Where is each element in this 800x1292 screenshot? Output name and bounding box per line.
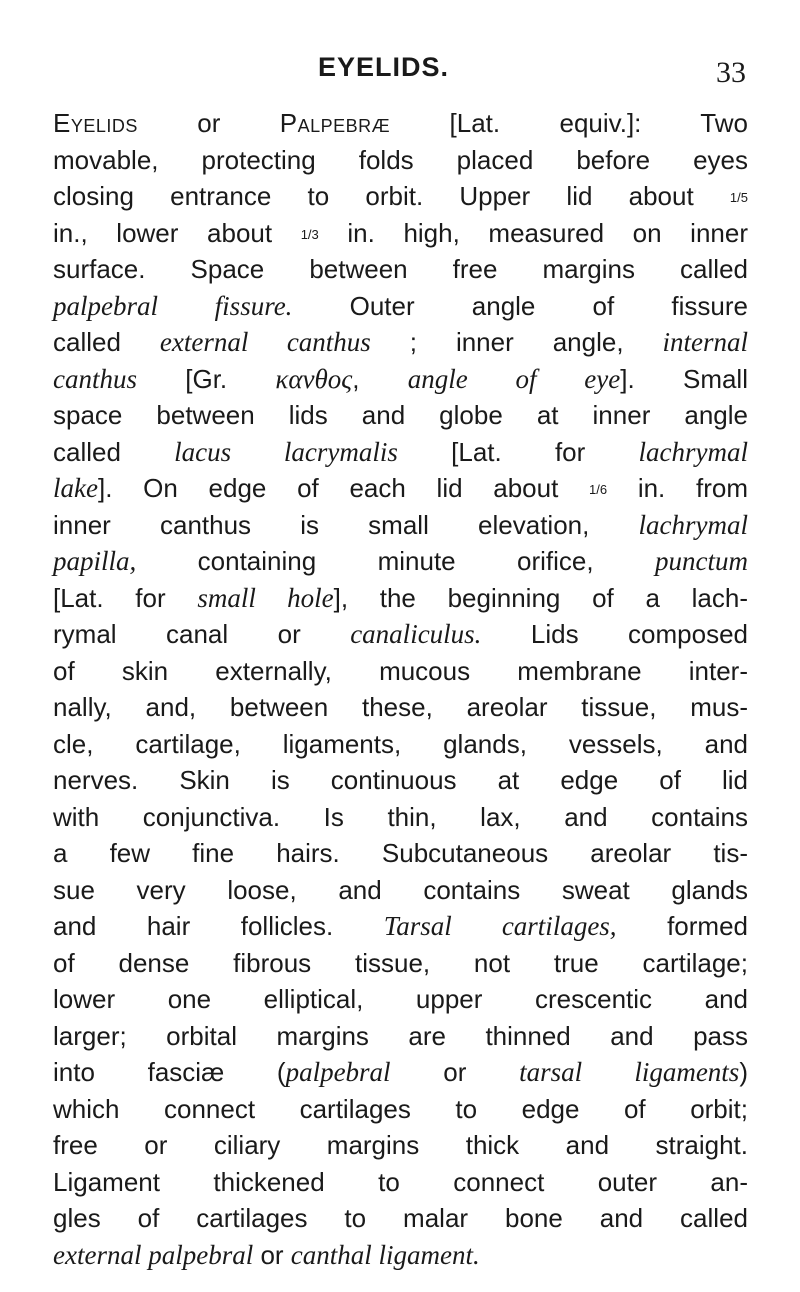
text-line	[53, 580, 748, 617]
text-run: [Lat. equiv.]: Two	[390, 108, 748, 138]
text-line: a few fine hairs. Subcutaneous areolar tis-	[53, 838, 748, 868]
page-number: 33	[716, 56, 746, 89]
term-italic: small hole	[197, 582, 334, 613]
fraction: 1/6	[589, 482, 608, 497]
article-body	[53, 105, 748, 1273]
term-italic: palpebral	[285, 1057, 391, 1087]
text-line	[53, 105, 748, 142]
entry-headword: Eyelids	[53, 108, 138, 138]
text-run: into fasciæ (	[53, 1057, 286, 1087]
text-run: [Gr.	[137, 363, 276, 394]
text-run: and hair follicles.	[53, 911, 384, 941]
text-run: or	[390, 1057, 520, 1087]
term-italic: palpebral fissure.	[53, 290, 293, 321]
text-line	[53, 288, 748, 325]
text-line: cle, cartilage, ligaments, glands, vessels, and	[53, 728, 748, 759]
term-italic: tarsal ligaments	[519, 1057, 740, 1087]
term-italic: external canthus	[159, 327, 371, 357]
text-line	[53, 324, 748, 361]
text-run: Lids composed	[481, 619, 749, 649]
term-italic: lachrymal	[638, 436, 749, 467]
text-run: ], the beginning of a lach-	[333, 582, 748, 613]
text-line: nally, and, between these, areolar tissue, mus-	[53, 692, 748, 722]
text-line: space between lids and globe at inner angle	[53, 400, 748, 430]
text-line: which connect cartilages to edge of orbit;	[53, 1093, 748, 1124]
term-italic: Tarsal cartilages,	[383, 911, 617, 941]
text-run: containing minute orifice,	[136, 546, 656, 576]
term-italic: punctum	[655, 546, 748, 576]
text-run: ]. On edge of each lid about	[97, 473, 590, 503]
text-run: or	[137, 108, 280, 138]
text-line	[53, 361, 748, 398]
fraction: 1/3	[300, 226, 319, 242]
term-italic: lachrymal	[638, 509, 748, 540]
text-line: Ligament thickened to connect outer an-	[53, 1166, 748, 1197]
text-run: in. from	[607, 473, 748, 503]
entry-headword-alt: Palpebræ	[279, 108, 391, 138]
text-line	[53, 1054, 748, 1091]
text-run: called	[53, 436, 175, 467]
text-run: formed	[616, 911, 748, 941]
text-run: ]. Small	[620, 363, 748, 394]
text-run: [Lat. for	[53, 582, 198, 613]
text-run: ,	[352, 363, 408, 394]
text-run: inner canthus is small elevation,	[53, 509, 639, 540]
text-line: larger; orbital margins are thinned and pass	[53, 1020, 748, 1051]
text-line	[53, 470, 748, 507]
text-line: free or ciliary margins thick and straight.	[53, 1130, 748, 1160]
text-run: in. high, measured on inner	[318, 217, 748, 248]
text-line: gles of cartilages to malar bone and called	[53, 1203, 748, 1233]
term-italic: internal	[662, 327, 748, 357]
term-italic: canaliculus.	[350, 619, 482, 649]
text-line: lower one elliptical, upper crescentic and	[53, 984, 748, 1014]
text-line	[53, 507, 748, 544]
term-italic: angle of eye	[407, 363, 621, 394]
text-line	[53, 543, 748, 580]
text-line: movable, protecting folds placed before eyes	[53, 144, 748, 175]
term-italic: lake	[53, 473, 98, 503]
text-line	[53, 178, 748, 215]
term-italic: external palpebral	[53, 1239, 254, 1270]
text-line: sue very loose, and contains sweat glands	[53, 874, 748, 905]
text-line: of skin externally, mucous membrane inter-	[53, 655, 748, 686]
text-line: with conjunctiva. Is thin, lax, and contains	[53, 801, 748, 832]
text-run: or	[253, 1239, 291, 1270]
text-run: [Lat. for	[397, 436, 639, 467]
text-line: surface. Space between free margins called	[53, 254, 748, 284]
term-italic: canthal ligament.	[290, 1239, 480, 1270]
text-run: rymal canal or	[53, 619, 351, 649]
text-run: called	[53, 327, 160, 357]
text-run: closing entrance to orbit. Upper lid about	[53, 181, 694, 211]
text-run: ; inner angle,	[370, 327, 663, 357]
running-title: EYELIDS.	[318, 52, 450, 82]
text-run: Outer angle of fissure	[292, 290, 748, 321]
greek-word: κανθος	[275, 363, 353, 394]
text-line	[53, 215, 748, 252]
text-line	[53, 1237, 748, 1274]
text-line	[53, 908, 748, 945]
term-italic: canthus	[53, 363, 137, 394]
text-line: nerves. Skin is continuous at edge of lid	[53, 765, 748, 795]
fraction: 1/5	[729, 190, 748, 205]
text-line	[53, 616, 748, 653]
text-line	[53, 434, 748, 471]
text-run: in., lower about	[53, 217, 273, 248]
text-line: of dense fibrous tissue, not true cartilage;	[53, 947, 748, 978]
page-header	[0, 52, 800, 92]
text-run: )	[739, 1057, 748, 1087]
term-italic: papilla,	[53, 546, 137, 576]
term-italic: lacus lacrymalis	[174, 436, 398, 467]
